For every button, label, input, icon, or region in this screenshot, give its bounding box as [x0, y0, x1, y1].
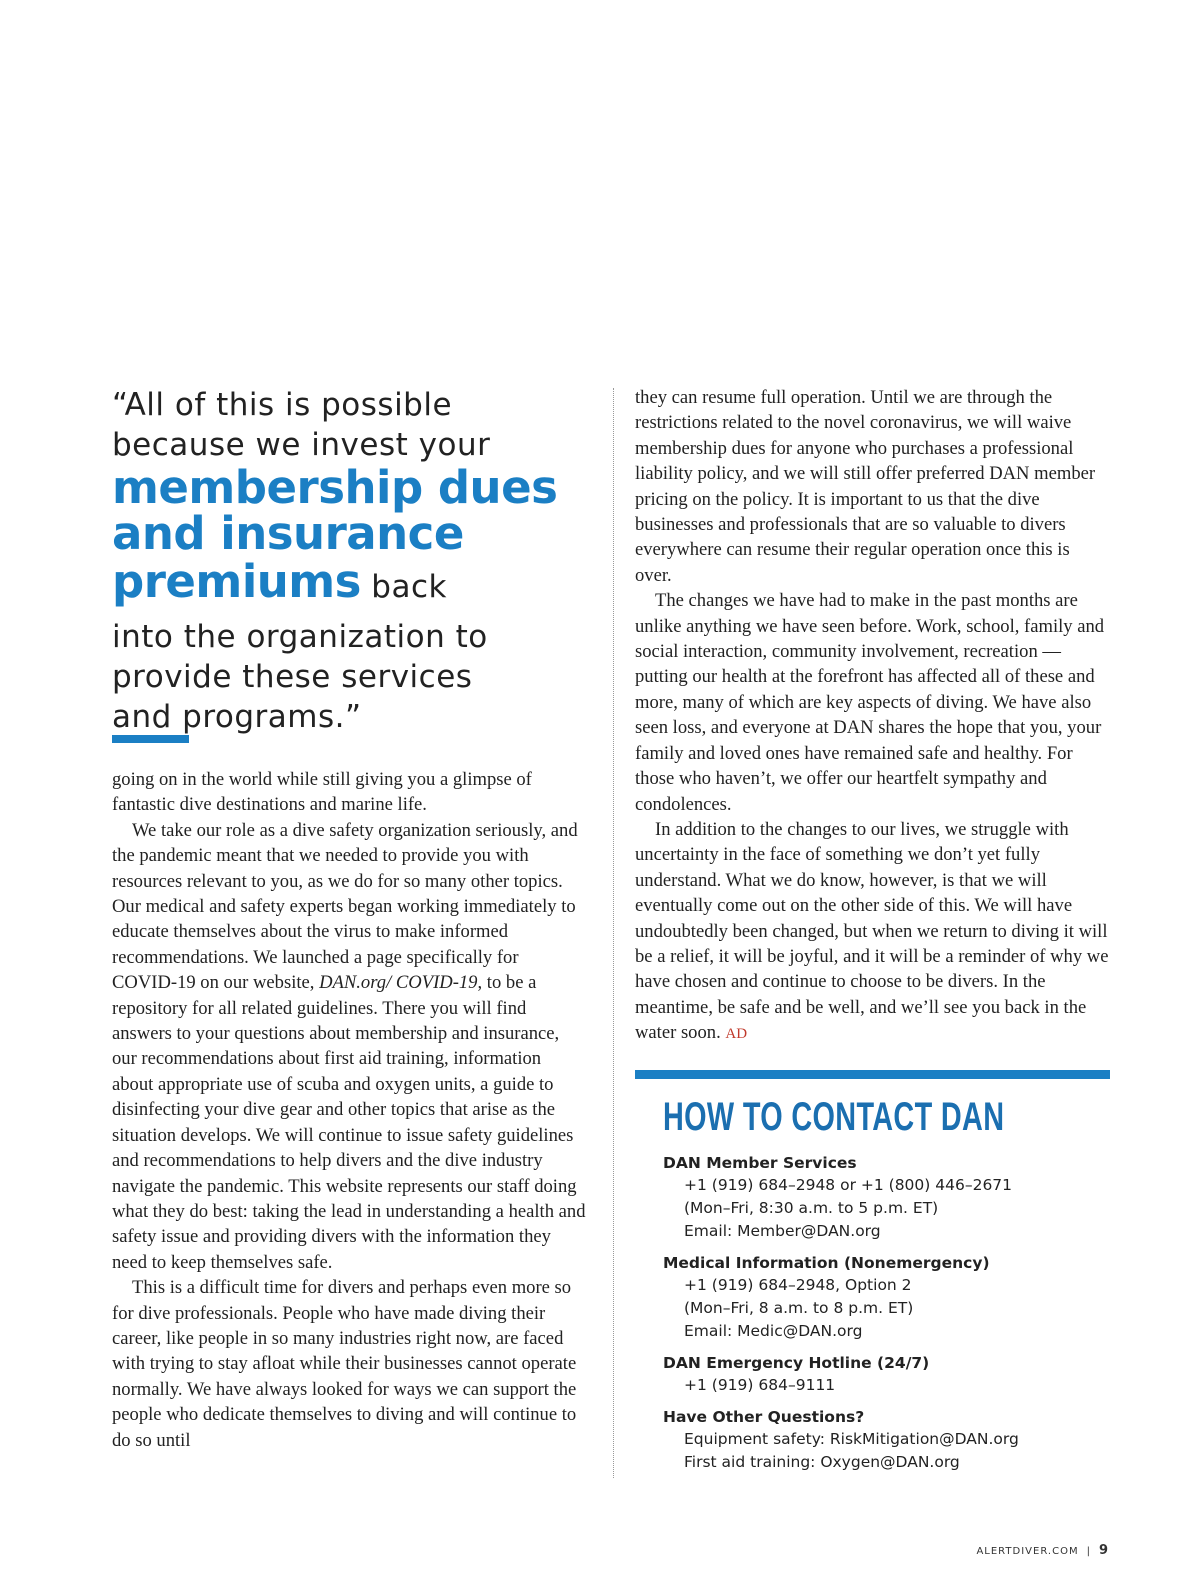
contact-phone: +1 (919) 684–2948, Option 2: [684, 1276, 912, 1294]
contact-phone: +1 (919) 684–2948 or +1 (800) 446–2671: [684, 1176, 1013, 1194]
pull-quote-emphasis: premiums: [112, 555, 361, 608]
contact-email[interactable]: Email: Medic@DAN.org: [684, 1322, 863, 1340]
body-text: In addition to the changes to our lives, we struggle with uncertainty in the face of something we don’t yet fully understand. What we do know, however, is that we will eventually come out on the other side of this. We will have undoubtedly been changed, but when we return to diving it will be a relief, it will be joyful, and it will be a reminder of why we have chosen and continue to choose to be divers. In the meantime, be safe and be well, and we’ll see you back in the water soon.: [635, 818, 1109, 1044]
body-paragraph: going on in the world while still giving you a glimpse of fantastic dive destinations and marine life.: [112, 769, 532, 816]
footer-site[interactable]: ALERTDIVER.COM: [976, 1546, 1079, 1557]
contact-email[interactable]: Equipment safety: RiskMitigation@DAN.org: [684, 1430, 1019, 1448]
body-text: , to be a repository for all related guidelines. There you will find answers to your questions about membership and insurance, our recommendations about first aid training, information about appropriate use of scuba and oxygen units, a guide to disinfecting your dive gear and other topics that arise as the situation develops. We will continue to issue safety guidelines and recommendations to help divers and the dive industry navigate the pandemic. This website represents our staff doing what they do best: taking the lead in understanding a health and safety issue and providing divers with the information they need to keep themselves safe.: [112, 972, 586, 1273]
body-paragraph: This is a difficult time for divers and perhaps even more so for dive professionals. People who have made diving their career, like people in so many industries right now, are faced with trying to stay afloat while their businesses cannot operate normally. We have always looked for ways we can support the people who dedicate themselves to diving and will continue to do so until: [112, 1277, 577, 1451]
body-paragraph: [112, 818, 587, 1275]
pull-quote-mixed-line: [112, 557, 592, 617]
page-number: 9: [1098, 1543, 1108, 1558]
covid-page-link[interactable]: DAN.org/ COVID-19: [319, 972, 478, 994]
body-paragraph: The changes we have had to make in the past months are unlike anything we have seen before. Work, school, family and social interaction, community involvement, recreation — putting our health at the forefront has affected all of these and more, many of which are key aspects of diving. We have also seen loss, and everyone at DAN shares the hope that you, your family and loved ones have remained safe and healthy. For those who haven’t, we offer our heartfelt sympathy and condolences.: [635, 590, 1105, 815]
right-text-column: [635, 385, 1110, 1048]
left-text-column: [112, 767, 587, 1453]
column-divider: [613, 388, 614, 1478]
pull-quote-emphasis: and insurance: [112, 507, 464, 560]
pull-quote-line: into the organization to: [112, 619, 488, 655]
contact-group: [663, 1352, 1103, 1397]
contact-title: HOW TO CONTACT DAN: [663, 1095, 1005, 1139]
pull-quote-line: provide these services: [112, 659, 473, 695]
contact-hours: (Mon–Fri, 8:30 a.m. to 5 p.m. ET): [684, 1199, 939, 1217]
pull-quote-emphasis: membership dues: [112, 461, 558, 514]
contact-list: [663, 1152, 1103, 1483]
page-footer: [976, 1543, 1108, 1558]
body-paragraph: they can resume full operation. Until we are through the restrictions related to the novel coronavirus, we will waive membership dues for anyone who purchases a professional liability policy, and we will still offer preferred DAN member pricing on the policy. It is important to us that the dive businesses and professionals that are so valuable to divers everywhere can resume their regular operation once this is over.: [635, 387, 1096, 586]
contact-email[interactable]: Email: Member@DAN.org: [684, 1222, 881, 1240]
contact-phone: +1 (919) 684–9111: [684, 1376, 836, 1394]
contact-rule: [635, 1070, 1110, 1079]
contact-email[interactable]: First aid training: Oxygen@DAN.org: [684, 1453, 960, 1471]
pull-quote: [112, 385, 592, 737]
body-text: We take our role as a dive safety organization seriously, and the pandemic meant that we needed to provide you with resources relevant to you, as we do for so many other topics. Our medical and safety experts began working immediately to educate themselves about the virus to make informed recommendations. We launched a page specifically for COVID-19 on our website,: [112, 819, 578, 994]
footer-separator: |: [1086, 1546, 1091, 1557]
contact-group: [663, 1406, 1103, 1474]
contact-heading: Medical Information (Nonemergency): [663, 1254, 990, 1272]
contact-heading: Have Other Questions?: [663, 1408, 865, 1426]
body-paragraph: [635, 817, 1110, 1048]
pull-quote-line: “All of this is possible: [112, 387, 453, 423]
pull-quote-line: and programs.”: [112, 699, 362, 735]
contact-group: [663, 1152, 1103, 1243]
pull-quote-rule: [112, 735, 189, 743]
contact-group: [663, 1252, 1103, 1343]
pull-quote-line: because we invest your: [112, 427, 491, 463]
contact-hours: (Mon–Fri, 8 a.m. to 8 p.m. ET): [684, 1299, 914, 1317]
end-mark: AD: [725, 1026, 748, 1043]
contact-heading: DAN Member Services: [663, 1154, 857, 1172]
pull-quote-line: back: [360, 569, 447, 605]
contact-heading: DAN Emergency Hotline (24/7): [663, 1354, 930, 1372]
